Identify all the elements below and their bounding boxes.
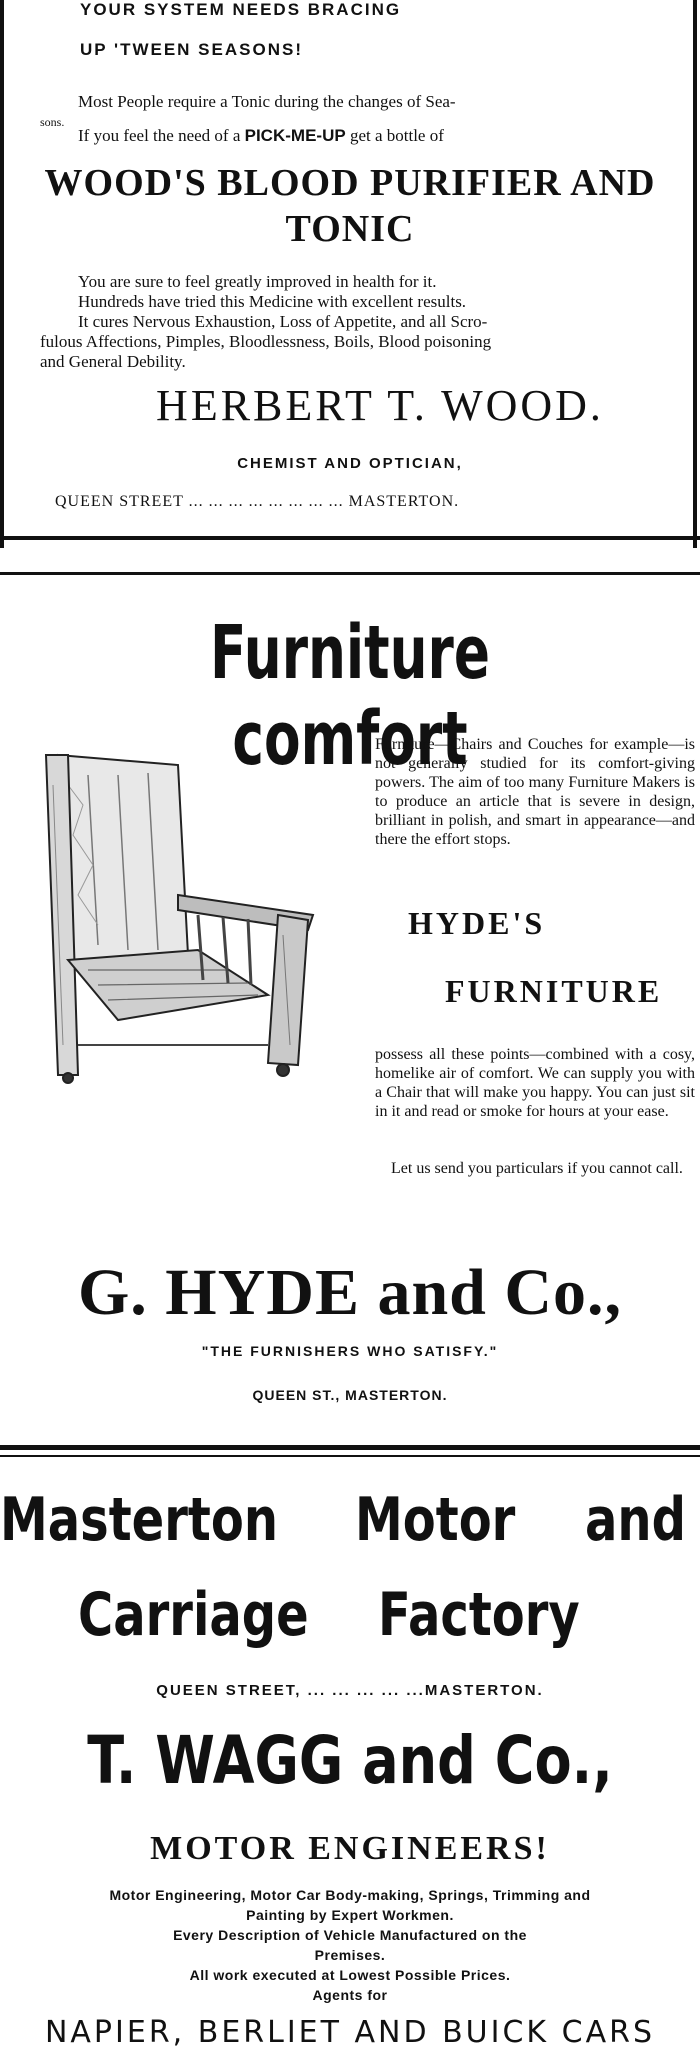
body-line-1: You are sure to feel greatly improved in health for it. — [78, 272, 437, 291]
section-divider-thin — [0, 1455, 700, 1457]
product-title-line-1: WOOD'S BLOOD PURIFIER AND — [44, 162, 656, 204]
body-line-4: fulous Affections, Pimples, Bloodlessness, Boils, Blood poisoning — [40, 332, 492, 351]
title-word-and: and — [585, 1485, 686, 1555]
title-word-masterton: Masterton — [0, 1485, 278, 1555]
services-line-5: All work executed at Lowest Possible Prices. — [189, 1967, 511, 1983]
address: QUEEN ST., MASTERTON. — [252, 1387, 448, 1403]
proprietor-name: HERBERT T. WOOD. — [156, 381, 604, 430]
address: QUEEN STREET ... ... ... ... ... ... ... ... MASTERTON. — [55, 493, 460, 510]
kicker-line-2: UP 'TWEEN SEASONS! — [80, 40, 303, 59]
headline: Furniture comfort — [210, 610, 490, 782]
tagline: "THE FURNISHERS WHO SATISFY." — [201, 1343, 499, 1359]
title-line-2 — [0, 1580, 700, 1660]
kicker-line-1: YOUR SYSTEM NEEDS BRACING — [80, 0, 402, 19]
body-paragraph-3: Let us send you particulars if you cannot call. — [391, 1160, 683, 1177]
body-paragraph-2: possess all these points—combined with a cosy, homelike air of comfort. We can supply you with a Chair that will make you happy. You can just sit in it and read or smoke for hours at your ease. — [375, 1046, 695, 1120]
intro-line-2-c: get a bottle of — [349, 126, 444, 145]
services-line-1: Motor Engineering, Motor Car Body-making, Springs, Trimming and — [109, 1887, 591, 1903]
services-block — [20, 1885, 680, 2005]
product-title-line-2: TONIC — [285, 208, 415, 250]
hyde-advertisement — [0, 575, 700, 1435]
profession: CHEMIST AND OPTICIAN, — [237, 455, 463, 472]
body-paragraph-1: Furniture—Chairs and Couches for example—is not generally studied for its comfort-giving powers. The aim of too many Furniture Makers is to produce an article that is severe in design, brilliant in polish, and smart in appearance—and there the effort stops. — [375, 736, 695, 848]
body-line-2: Hundreds have tried this Medicine with excellent results. — [78, 292, 467, 311]
pick-me-up-label: PICK-ME-UP — [244, 126, 346, 145]
title-word-carriage: Carriage — [78, 1580, 309, 1650]
services-line-2: Painting by Expert Workmen. — [246, 1907, 454, 1923]
intro-line-2-prefix: sons. — [40, 115, 65, 129]
intro-line-2-a: If you feel the need of a — [78, 126, 241, 145]
intro-line-1: Most People require a Tonic during the changes of Sea- — [78, 92, 456, 111]
firm-name: G. HYDE and Co., — [77, 1256, 623, 1329]
section-divider-thick — [0, 1445, 700, 1450]
armchair-illustration — [28, 745, 328, 1085]
address: QUEEN STREET, ... ... ... ... ...MASTERTON. — [156, 1682, 544, 1699]
firm-name: T. WAGG and Co., — [87, 1722, 613, 1799]
car-agencies: NAPIER, BERLIET AND BUICK CARS — [44, 2015, 656, 2050]
intro-line-2 — [78, 126, 655, 146]
title-line-1 — [0, 1485, 700, 1565]
bottom-rule — [0, 536, 700, 540]
body-line-3: It cures Nervous Exhaustion, Loss of Appetite, and all Scro- — [78, 312, 488, 331]
wagg-advertisement — [0, 1460, 700, 2064]
wood-advertisement — [0, 0, 700, 548]
title-word-factory: Factory — [378, 1580, 580, 1650]
brand-line-2: FURNITURE — [445, 973, 663, 1009]
services-line-4: Premises. — [314, 1947, 386, 1963]
body-line-5: and General Debility. — [40, 352, 186, 371]
services-line-6: Agents for — [312, 1987, 388, 2003]
trade-heading: MOTOR ENGINEERS! — [150, 1830, 550, 1867]
brand-line-1: HYDE'S — [408, 905, 546, 941]
services-line-3: Every Description of Vehicle Manufactured on the — [173, 1927, 527, 1943]
title-word-motor: Motor — [355, 1485, 516, 1555]
